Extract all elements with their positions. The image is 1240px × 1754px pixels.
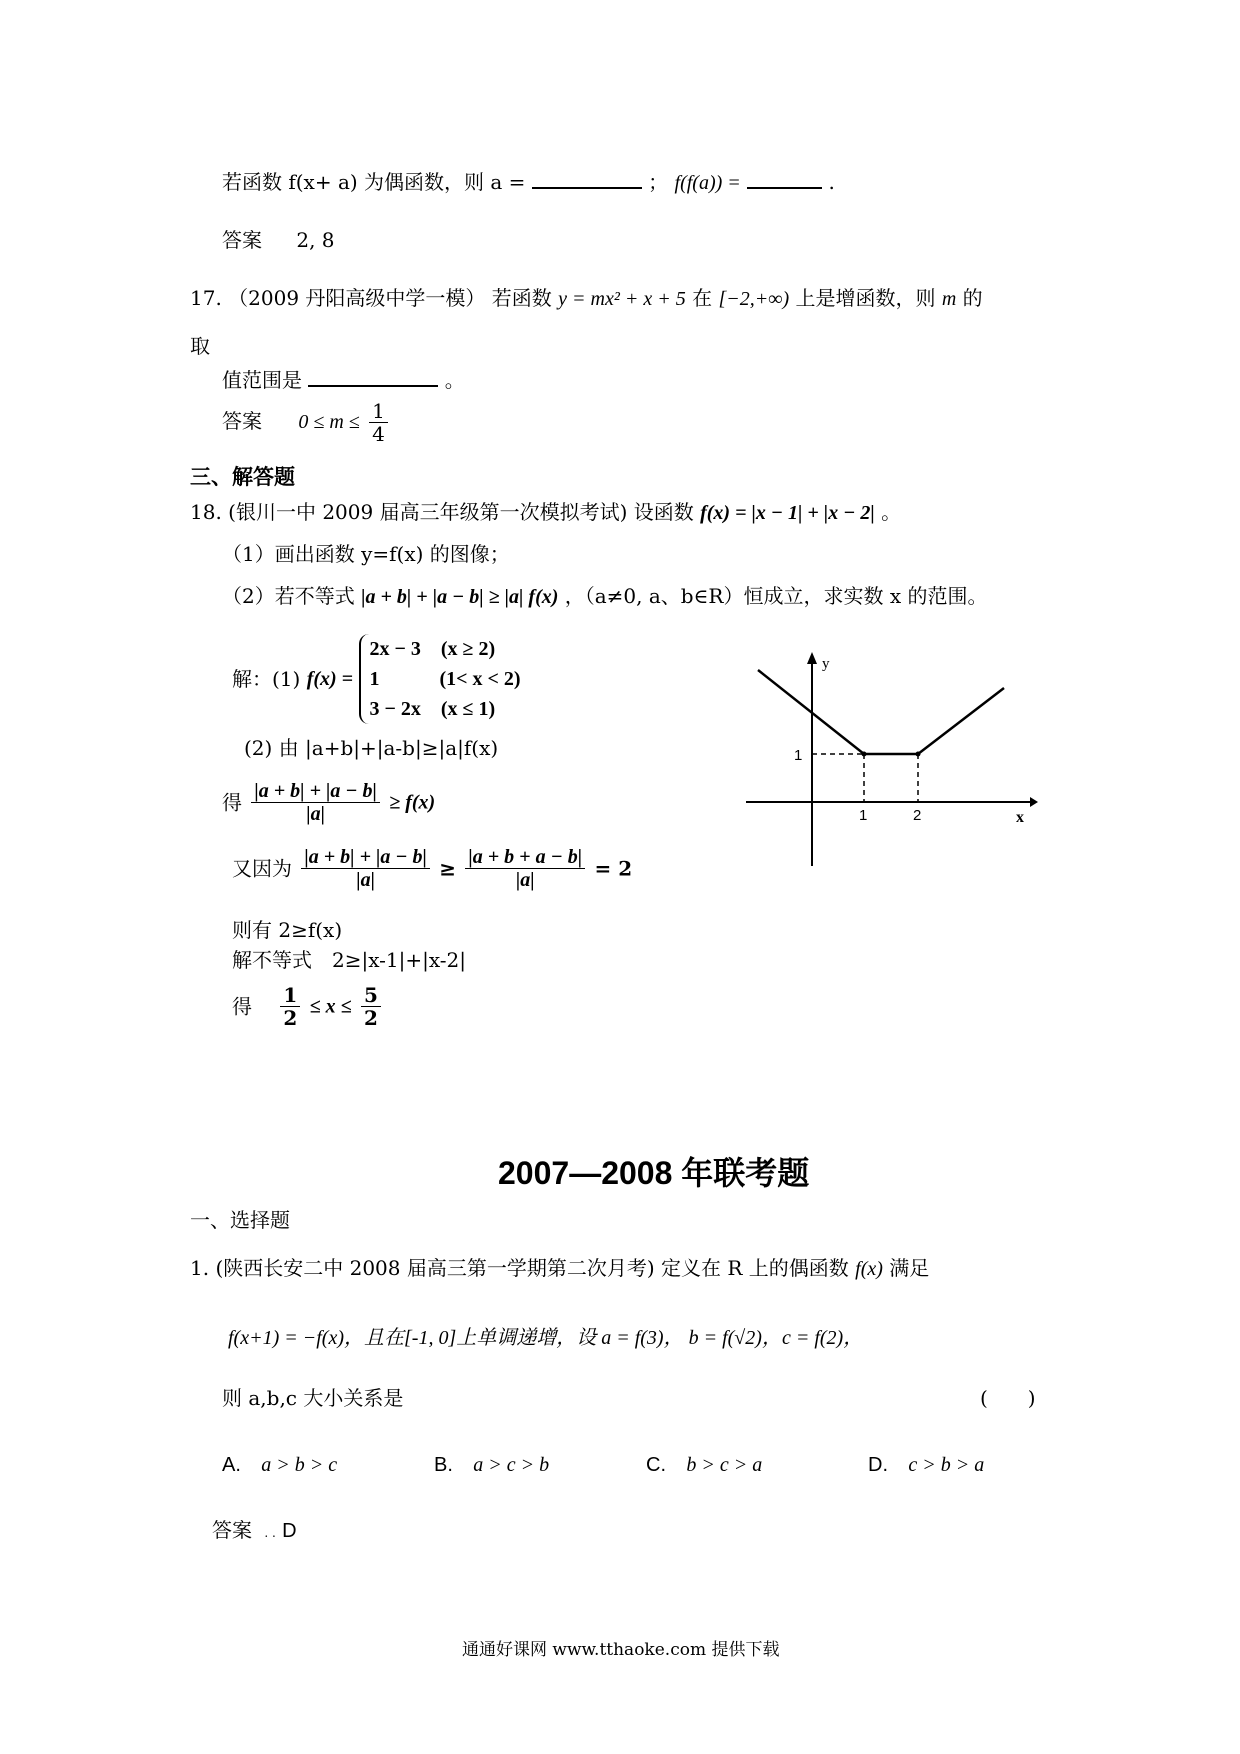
- q17-text: 在: [692, 286, 713, 310]
- solution-f: f(x) =: [306, 668, 354, 690]
- x-tick-label: 2: [913, 807, 922, 824]
- solution-text: ≥ f(x): [389, 791, 436, 814]
- q17-text: 上是增函数，则: [795, 286, 936, 310]
- q1-question: 则 a,b,c 大小关系是: [222, 1386, 404, 1410]
- q1-fx: f(x): [855, 1258, 883, 1280]
- option-label: D.: [868, 1454, 888, 1476]
- q17-range: [222, 368, 465, 392]
- question-stem: (陕西长安二中 2008 届高三第一学期第二次月考) 定义在 R 上的偶函数: [215, 1256, 849, 1280]
- piecewise-case: 2x − 3 (x ≥ 2): [369, 638, 496, 660]
- fraction-numerator: |a + b + a − b|: [465, 846, 585, 869]
- solution-text: 得: [232, 994, 252, 1019]
- solution-part1: [232, 634, 521, 724]
- fraction: [361, 984, 381, 1029]
- solution-text: ≤ x ≤: [309, 995, 352, 1018]
- function-graph: [740, 648, 1040, 870]
- fraction-numerator: |a + b| + |a − b|: [251, 780, 380, 803]
- solution-text: = 2: [594, 856, 633, 881]
- question-number: 1.: [190, 1256, 210, 1280]
- fraction-denominator: |a|: [306, 803, 326, 825]
- q1-condition: f(x+1) = −f(x)，且在[-1, 0]上单调递增，设 a = f(3)， b = f(√2)，c = f(2)，: [228, 1327, 864, 1349]
- option-text: b > c > a: [686, 1454, 763, 1476]
- option-label: A.: [222, 1454, 241, 1476]
- q17-interval: [−2,+∞): [718, 288, 790, 310]
- solution-zeyou: 则有 2≥f(x): [232, 918, 343, 942]
- fraction-numerator: 1: [369, 400, 388, 423]
- option-d: [868, 1452, 984, 1477]
- fraction-denominator: 4: [372, 422, 385, 446]
- x-axis-arrow-icon: [1030, 797, 1038, 807]
- q17-text: 若函数: [491, 286, 552, 310]
- option-label: B.: [434, 1454, 453, 1476]
- q16-answer: [222, 228, 335, 252]
- answer-blank-a: [532, 187, 642, 189]
- answer-value: 0 ≤ m ≤: [298, 411, 360, 433]
- graph-point: [916, 752, 921, 757]
- q16-text: 若函数 f(x+ a) 为偶函数，则 a =: [222, 170, 526, 194]
- answer-dots: . .: [264, 1526, 276, 1540]
- answer-value: D: [282, 1520, 297, 1542]
- answer-label: 答案: [222, 228, 262, 252]
- answer-label: 答案: [222, 409, 262, 433]
- solution-result: [232, 984, 384, 1029]
- fraction-denominator: 2: [363, 1006, 378, 1030]
- graph-curve: [758, 670, 1004, 754]
- q17-end: 。: [444, 368, 465, 392]
- fraction-denominator: |a|: [515, 869, 535, 891]
- q18-end: 。: [881, 500, 902, 524]
- solution-solve: 解不等式 2≥|x-1|+|x-2|: [232, 948, 467, 972]
- question-number: 17.: [190, 286, 222, 310]
- solution-label: 解：(1): [232, 667, 301, 691]
- q18-part1: （1）画出函数 y=f(x) 的图像；: [222, 542, 510, 566]
- page-heading: 2007—2008 年联考题: [498, 1155, 810, 1191]
- q1-text: 满足: [889, 1256, 930, 1280]
- q16-line: [222, 170, 835, 195]
- question-18: [190, 500, 901, 525]
- answer-blank-ffa: [747, 187, 822, 189]
- y-tick-label: 1: [794, 747, 803, 764]
- q17-var: m: [941, 288, 957, 310]
- q18-text: ，（a≠0, a、b∈R）恒成立，求实数 x 的范围。: [564, 584, 988, 608]
- q18-part2: [222, 584, 987, 609]
- solution-text: 又因为: [232, 856, 292, 881]
- q18-function: f(x) = |x − 1| + |x − 2|: [700, 502, 875, 524]
- fraction-numerator: |a + b| + |a − b|: [301, 846, 430, 869]
- y-axis-label: y: [822, 656, 830, 672]
- piecewise-case: 1 (1< x < 2): [369, 668, 521, 690]
- y-axis-arrow-icon: [807, 652, 817, 664]
- q16-end: .: [828, 170, 835, 194]
- answer-blank-m: [308, 385, 438, 387]
- piecewise-function: [359, 634, 520, 724]
- fraction: [465, 846, 585, 891]
- fraction-numerator: 5: [361, 984, 381, 1007]
- fraction: [280, 984, 300, 1029]
- question-number: 18.: [190, 500, 222, 524]
- q17-expression: y = mx² + x + 5: [558, 288, 686, 310]
- q17-text: 值范围是: [222, 368, 302, 392]
- question-1: [190, 1256, 929, 1281]
- answer-parentheses: ( ): [980, 1386, 1036, 1410]
- solution-step2: (2) 由 |a+b|+|a-b|≥|a|f(x): [244, 736, 499, 760]
- option-text: a > c > b: [473, 1454, 550, 1476]
- fraction-denominator: |a|: [356, 869, 376, 891]
- option-label: C.: [646, 1454, 666, 1476]
- fraction: [251, 780, 380, 825]
- question-source: （2009 丹阳高级中学一模）: [228, 286, 486, 310]
- q18-text: （2）若不等式: [222, 584, 355, 608]
- option-a: [222, 1452, 337, 1477]
- section-heading: 三、解答题: [190, 464, 295, 489]
- x-axis-label: x: [1016, 809, 1024, 826]
- solution-de: [222, 780, 435, 825]
- q16-ffa: f(f(a)) =: [674, 172, 741, 194]
- q18-inequality: |a + b| + |a − b| ≥ |a| f(x): [361, 586, 559, 608]
- graph-point: [862, 752, 867, 757]
- solution-text: ≥: [439, 856, 457, 881]
- fraction: [301, 846, 430, 891]
- piecewise-case: 3 − 2x (x ≤ 1): [369, 698, 496, 720]
- q16-separator: ；: [648, 170, 669, 194]
- option-c: [646, 1452, 762, 1477]
- q17-wrap: 取: [190, 334, 210, 358]
- answer-label: 答案: [212, 1518, 252, 1542]
- option-b: [434, 1452, 549, 1477]
- fraction-denominator: 2: [283, 1006, 298, 1030]
- option-text: c > b > a: [908, 1454, 985, 1476]
- q17-text: 的: [962, 286, 983, 310]
- solution-text: 得: [222, 790, 242, 815]
- q17-answer: [222, 400, 391, 445]
- answer-fraction: [369, 400, 388, 445]
- x-tick-label: 1: [859, 807, 868, 824]
- question-17: [190, 286, 983, 311]
- section-heading: 一、选择题: [190, 1208, 290, 1232]
- q1-answer: [212, 1518, 297, 1543]
- fraction-numerator: 1: [280, 984, 300, 1007]
- option-text: a > b > c: [261, 1454, 338, 1476]
- solution-you: [232, 846, 632, 891]
- question-stem: (银川一中 2009 届高三年级第一次模拟考试) 设函数: [228, 500, 694, 524]
- answer-value: 2, 8: [296, 228, 335, 252]
- page-footer: 通通好课网 www.tthaoke.com 提供下载: [462, 1640, 780, 1660]
